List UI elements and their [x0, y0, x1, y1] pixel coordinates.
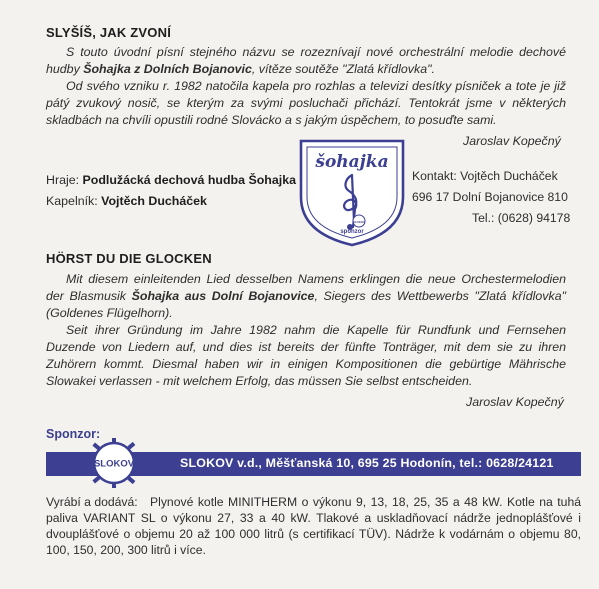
czech-paragraph-2: Od svého vzniku r. 1982 natočila kapela pro rozhlas a televizi desítky písniček a tote je již pátý zvukový nosič, se kterým za svými posluchači přichází. Tentokrát jsme v některých skladbách na chvíli opustili rodné Slovácko a s jakým úspěchem, to posuďte sami.: [46, 79, 566, 127]
leader-label: Kapelník:: [46, 194, 98, 208]
contact-block: [412, 166, 570, 229]
contact-name: Kontakt: Vojtěch Ducháček: [412, 169, 558, 183]
sohajka-logo-icon: [297, 135, 407, 249]
logo-badge-text: SLOKOV: [353, 220, 365, 224]
sponsor-label: Sponzor:: [46, 427, 101, 441]
logo-title: šohajka: [315, 152, 389, 172]
slokov-logo-text: SLOKOV: [93, 458, 135, 470]
plays-value: Podlužácká dechová hudba Šohajka: [82, 173, 296, 187]
logo-sponsor-text: sponzor: [340, 229, 364, 235]
german-signature: Jaroslav Kopečný: [466, 395, 564, 409]
czech-paragraph-1: [46, 44, 566, 78]
german-p1-start: Mit diesem einleitenden Lied desselben Namens erklingen die neue Orchestermelodien der Blasmusik: [46, 272, 566, 303]
german-p1-band-name: Šohajka aus Dolní Bojanovice: [131, 289, 315, 303]
sponsor-products-lead: Vyrábí a dodává:: [46, 495, 138, 509]
czech-p1-end: , vítěze soutěže "Zlatá křídlovka".: [251, 62, 435, 76]
czech-signature: Jaroslav Kopečný: [463, 134, 561, 148]
czech-heading: SLYŠÍŠ, JAK ZVONÍ: [46, 25, 172, 40]
german-text: [46, 271, 566, 390]
contact-address: 696 17 Dolní Bojanovice 810: [412, 190, 568, 204]
german-heading: HÖRST DU DIE GLOCKEN: [46, 251, 212, 266]
german-paragraph-1: [46, 271, 566, 322]
leader-value: Vojtěch Ducháček: [101, 194, 207, 208]
leader-credit: [46, 194, 207, 208]
contact-phone: Tel.: (0628) 94178: [472, 211, 571, 225]
german-paragraph-2: Seit ihrer Gründung im Jahre 1982 nahm die Kapelle für Rundfunk und Fernsehen Duzende von Liedern auf, und dies ist bereits der fünfte Tonträger, mit dem sie zu ihren Zuhörern kommt. Diesmal haben wir in einigen Kompositionen die gebürtige Mährische Slowakei verlassen - mit welchem Erfolg, das müssen Sie selbst entscheiden.: [46, 323, 566, 388]
czech-p1-band-name: Šohajka z Dolních Bojanovic: [83, 62, 252, 76]
sponsor-bar-text: SLOKOV v.d., Měšťanská 10, 695 25 Hodonín, tel.: 0628/24121: [180, 456, 554, 470]
sponsor-products: [46, 494, 581, 558]
czech-p1-start: S touto úvodní písní stejného názvu se rozeznívají nové orchestrální melodie dechové hudby: [46, 45, 566, 76]
sponsor-products-text: Plynové kotle MINITHERM o výkonu 9, 13, 18, 25, 35 a 48 kW. Kotle na tuhá paliva VARIANT SL o výkonu 27, 33 a 40 kW. Tlakové a uskladňovací nádrže jednoplášťové i dvouplášťové o objemu 20 až 100 000 litrů (s certifikací TÜV). Nádrže k vodárnám o objemu 80, 100, 150, 200, 300 litrů i více.: [46, 495, 581, 557]
plays-label: Hraje:: [46, 173, 80, 187]
czech-text: [46, 44, 566, 129]
slokov-logo-icon: [86, 438, 142, 488]
german-p1-end: , Siegers des Wettbewerbs "Zlatá křídlovka" (Goldenes Flügelhorn).: [46, 289, 566, 320]
plays-credit: [46, 173, 296, 187]
